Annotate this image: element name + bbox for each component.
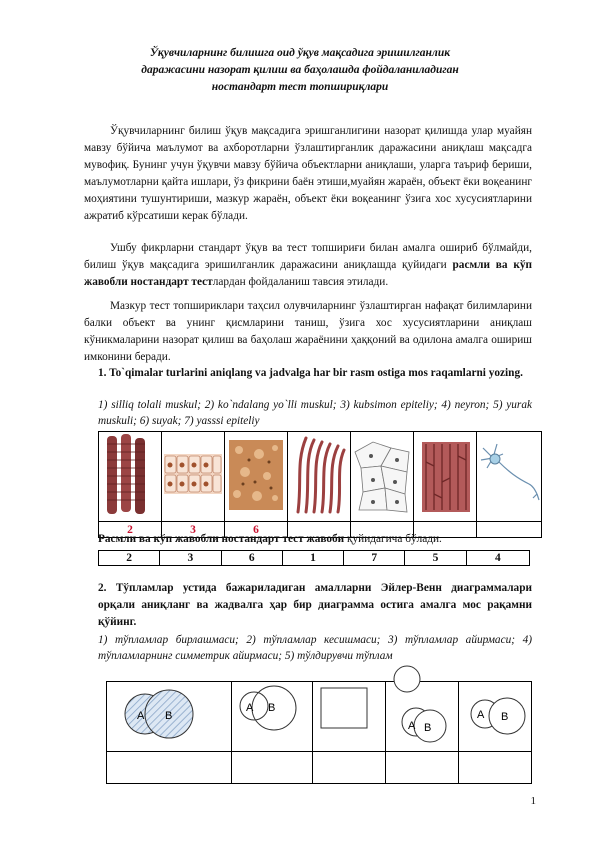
document-title [100, 45, 500, 96]
squamous-epithelium-image [351, 432, 413, 516]
bone-tissue-image [225, 432, 287, 516]
venn-cell-2 [232, 682, 313, 752]
answer-table [98, 550, 530, 566]
venn2-label-b: B [268, 702, 276, 714]
title-line-1: Ўқувчиларнинг билишга оид ўқув мақсадига эришилганлик [149, 47, 451, 59]
neuron-image [477, 432, 541, 516]
task1-heading: 1. To`qimalar turlarini aniqlang va jadvalga har bir rasm ostiga mos raqamlarni yozing. [98, 367, 523, 379]
cuboidal-epithelium-image [162, 432, 224, 516]
student-answer-2: 3 [162, 522, 225, 538]
venn-table [106, 681, 532, 784]
task2-heading: 2. Тўпламлар устида бажариладиган амалларни Эйлер-Венн диаграммалари орқали аниқланг ва жадвалга ҳар бир диаграмма остига амалга мос рақамни қўйинг. [98, 582, 532, 628]
venn5-label-b: B [501, 711, 509, 723]
cardiac-muscle-image [414, 432, 476, 516]
paragraph-1: Ўқувчиларнинг билиш ўқув мақсадига эришганлигини назорат қилишда улар муайян мавзу бўйича маълумот ва ахборотларни ўзлаштирганлик даражасини аниқлаш мақсадга мувофиқ. Бунинг учун ўқувчи мавзу бўйича объектларни аниқлаши, уларга таъриф бериши, маълумотларни қайта ишлари, ўз фикрини баён этиши,муайян жараён, объект ёки воқеанинг моҳиятини тушунтириши, мазкур жараён, объект ёки воқеанинг ўзига хос хусусиятларини ажратиб кўрсатиши керак бўлади. [84, 125, 532, 222]
venn-answer-cell-1[interactable] [107, 752, 232, 784]
venn-diagram-4-top-circle [392, 664, 422, 694]
tissue-image-3 [225, 432, 288, 522]
tissue-table [98, 431, 542, 538]
venn4-label-b: B [424, 722, 432, 734]
title-line-2: даражасини назорат қилиш ва баҳолашда фойдаланиладиган [141, 64, 459, 76]
task1-options: 1) silliq tolali muskul; 2) ko`ndalang yo`lli muskul; 3) kubsimon epiteliy; 4) neyron; 5) yurak muskuli; 6) suyak; 7) yasssi epiteliy [98, 399, 532, 427]
answer-cell-5: 7 [344, 551, 405, 566]
venn2-label-a: A [246, 702, 254, 714]
venn-cell-5 [459, 682, 532, 752]
student-answer-7 [477, 522, 542, 538]
paragraph-2-bold: расмли ва кўп жавобли ностандарт тест [84, 259, 532, 288]
tissue-image-5 [351, 432, 414, 522]
paragraph-3: Мазкур тест топшириклари таҳсил олувчиларнинг ўзлаштирган нафақат билимларини балки объект ва унинг қисмларини таниш, ўзига хос хусусиятларини аниқлаш кўникмаларини назорат қилиш ва баҳолаш жараёнини ҳаққоний ва одилона амалга ошириш имконини беради. [84, 300, 532, 363]
venn1-label-b: B [165, 710, 173, 722]
venn-cell-3 [313, 682, 386, 752]
title-line-3: ностандарт тест топшириқлари [211, 81, 389, 93]
paragraph-2-a: Ушбу фикрларни стандарт ўқув ва тест топшириғи билан амалга ошириб бўлмайди, билиш ўқув мақсадига эришилганлик даражасини аниқлашда қуйидаги [84, 242, 532, 271]
paragraph-2 [84, 240, 532, 291]
answer-cell-6: 5 [405, 551, 466, 566]
venn-diagram-2 [232, 682, 312, 746]
answer-cell-3: 6 [221, 551, 282, 566]
venn-diagram-1 [107, 682, 231, 746]
venn5-label-a: A [477, 709, 485, 721]
striated-muscle-image [99, 432, 161, 516]
tissue-image-6 [414, 432, 477, 522]
venn-diagram-5 [459, 682, 531, 746]
answer-cell-1: 2 [99, 551, 160, 566]
venn1-label-a: A [137, 710, 145, 722]
answer-label-tail: қуйидагича бўлади. [344, 533, 442, 545]
answer-label-bold: Расмли ва кўп жавобли ностандарт тест жавоби [98, 533, 345, 545]
venn-answer-cell-2[interactable] [232, 752, 313, 784]
tissue-image-4 [288, 432, 351, 522]
venn-cell-1 [107, 682, 232, 752]
answer-cell-7: 4 [466, 551, 529, 566]
paragraph-2-c: лардан фойдаланиш тавсия этилади. [212, 276, 389, 288]
venn-answer-cell-5[interactable] [459, 752, 532, 784]
venn4-label-a: A [408, 720, 416, 732]
task2-options: 1) тўпламлар бирлашмаси; 2) тўпламлар кесишмаси; 3) тўпламлар айирмаси; 4) тўпламларнинг симметрик айирмаси; 5) тўлдирувчи тўплам [98, 634, 532, 662]
venn-answer-cell-4[interactable] [386, 752, 459, 784]
answer-cell-4: 1 [282, 551, 343, 566]
student-answer-1: 2 [99, 522, 162, 538]
answer-cell-2: 3 [160, 551, 221, 566]
answer-label [98, 533, 442, 545]
tissue-image-7 [477, 432, 542, 522]
tissue-image-1 [99, 432, 162, 522]
venn-diagram-3 [313, 682, 385, 746]
tissue-image-2 [162, 432, 225, 522]
student-answer-3: 6 [225, 522, 288, 538]
smooth-muscle-image [288, 432, 350, 516]
page-number: 1 [530, 795, 536, 807]
venn-answer-cell-3[interactable] [313, 752, 386, 784]
